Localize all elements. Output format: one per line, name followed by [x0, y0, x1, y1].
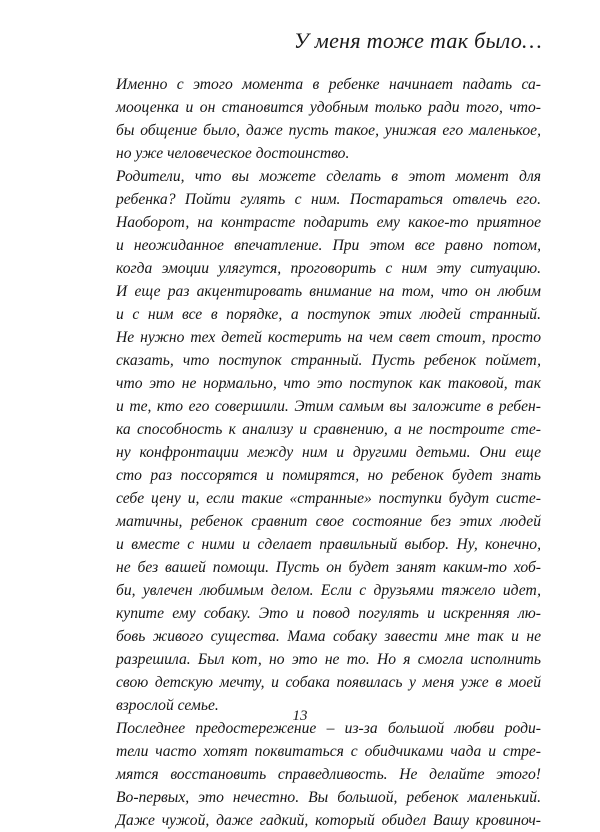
text-line: сто раз поссорятся и помирятся, но ребенок будет знать [116, 467, 541, 484]
text-line: И еще раз акцентировать внимание на том, что он любим [116, 283, 541, 300]
text-line: ну конфронтации между ним и другими детьми. Они еще [116, 444, 541, 461]
text-line: мятся восстановить справедливость. Не делайте этого! [116, 766, 541, 783]
text-line: тели часто хотят поквитаться с обидчиками чада и стре- [116, 743, 541, 760]
text-line: ка способность к анализу и сравнению, а не построите сте- [116, 421, 541, 438]
paragraph [101, 165, 541, 717]
text-line: и вместе с ними и сделает правильный выбор. Ну, конечно, [116, 536, 541, 553]
text-line: матичны, ребенок сравнит свое состояние без этих людей [116, 513, 541, 530]
text-line: не без вашей помощи. Пусть он будет занят каким-то хоб- [116, 559, 541, 576]
text-line: когда эмоции улягутся, проговорить с ним эту ситуацию. [116, 260, 541, 277]
text-line: Последнее предостережение – из-за большой любви роди- [116, 720, 541, 737]
text-line: бовь живого существа. Мама собаку завести мне так и не [116, 628, 541, 645]
text-line: Не нужно тех детей костерить на чем свет стоит, просто [116, 329, 541, 346]
text-line: и с ним все в порядке, а поступок этих людей странный. [116, 306, 541, 323]
text-line: Родители, что вы можете сделать в этот момент для [116, 168, 541, 185]
text-line: Даже чужой, даже гадкий, который обидел Вашу кровиноч- [116, 812, 541, 829]
paragraph [101, 717, 541, 832]
text-line: и те, кто его совершили. Этим самым вы заложите в ребен- [116, 398, 541, 415]
text-line: сказать, что поступок странный. Пусть ребенок поймет, [116, 352, 541, 369]
text-line: себе цену и, если такие «странные» поступки будут систе- [116, 490, 541, 507]
text-line: взрослой семье. [116, 697, 219, 714]
text-line: бы общение было, даже пусть такое, унижая его маленькое, [116, 122, 541, 139]
text-line: купите ему собаку. Это и повод погулять и искренняя лю- [116, 605, 541, 622]
text-line: Во-первых, это нечестно. Вы большой, ребенок маленький. [116, 789, 541, 806]
text-line: но уже человеческое достоинство. [116, 145, 350, 162]
text-line: ребенка? Пойти гулять с ним. Постараться отвлечь его. [116, 191, 541, 208]
text-line: что это не нормально, что это поступок как таковой, так [116, 375, 541, 392]
text-line: мооценка и он становится удобным только ради того, что- [116, 99, 541, 116]
text-line: разрешила. Был кот, но это не то. Но я смогла исполнить [116, 651, 541, 668]
text-line: и неожиданное впечатление. При этом все равно потом, [116, 237, 541, 254]
text-line: Именно с этого момента в ребенке начинает падать са- [116, 76, 541, 93]
page-number: 13 [292, 708, 308, 724]
text-line: свою детскую мечту, и собака появилась у меня уже в моей [116, 674, 541, 691]
text-line: би, увлечен любимым делом. Если с друзьями тяжело идет, [116, 582, 541, 599]
text-line: Наоборот, на контрасте подарить ему какое-то приятное [116, 214, 541, 231]
paragraph [101, 73, 541, 165]
running-title: У меня тоже так было… [293, 28, 542, 53]
